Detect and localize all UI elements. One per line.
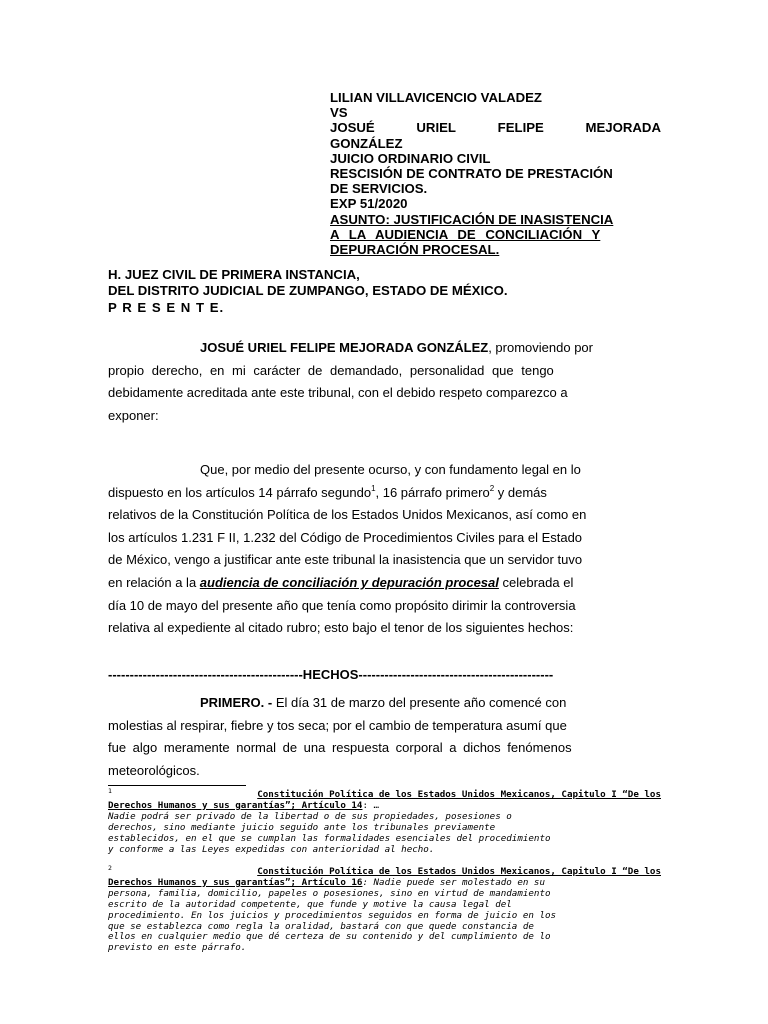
intro-text: , promoviendo por <box>488 340 593 355</box>
footnote-text: : Nadie puede ser molestado en su <box>362 876 545 888</box>
body-paragraph <box>108 459 661 640</box>
footnote-text: derechos, sino mediante juicio seguido ante los tribunales previamente <box>108 821 496 833</box>
footnote-line <box>108 845 661 856</box>
footnote-number: 1 <box>108 787 112 795</box>
fact-line: molestias al respirar, fiebre y tos seca; por el cambio de temperatura asumí que <box>108 717 567 733</box>
footnote-text: persona, familia, domicilio, papeles o posesiones, sino en virtud de mandamiento <box>108 887 551 899</box>
footnote-number: 2 <box>108 864 112 872</box>
body-line: relativos de la Constitución Política de los Estados Unidos Mexicanos, así como en <box>108 507 587 523</box>
body-line: los artículos 1.231 F II, 1.232 del Código de Procedimientos Civiles para el Estado <box>108 529 583 545</box>
hearing-emphasis: audiencia de conciliación y depuración procesal <box>199 574 499 590</box>
footnote-reference: Derechos Humanos y sus garantías”; Artículo 16 <box>108 876 363 888</box>
fact-line: fue algo meramente normal de una respuesta corporal a dichos fenómenos <box>108 740 572 756</box>
footnote-mark[interactable]: 2 <box>489 483 495 493</box>
defendant-word: URIEL <box>416 120 456 136</box>
file-number: EXP 51/2020 <box>330 196 408 212</box>
footnote-text: escrito de la autoridad competente, que funde y motive la causa legal del <box>108 898 512 910</box>
footnote-reference: Constitución Política de los Estados Unidos Mexicanos, Capitulo I “De los <box>257 789 661 800</box>
intro-line: propio derecho, en mi carácter de demandado, personalidad que tengo <box>108 362 554 378</box>
footnote-text: y conforme a las Leyes expedidas con anterioridad al hecho. <box>108 843 435 855</box>
footnote-text: ellos en cualquier medio que dé certeza de su contenido y del cumplimiento de lo <box>108 931 551 943</box>
defendant-word: MEJORADA <box>585 120 661 136</box>
fact-line: meteorológicos. <box>108 762 200 778</box>
intro-line: exponer: <box>108 407 159 423</box>
body-text: celebrada el <box>498 574 574 590</box>
matter-line: RESCISIÓN DE CONTRATO DE PRESTACIÓN <box>330 166 613 182</box>
footnote-2 <box>108 864 661 954</box>
footnote-1 <box>108 787 661 855</box>
body-text: y demás <box>494 484 547 500</box>
footnote-line <box>108 911 661 922</box>
body-line: Que, por medio del presente ocurso, y con fundamento legal en lo <box>200 462 581 477</box>
defendant-word: JOSUÉ <box>330 120 375 136</box>
intro-line <box>108 337 661 360</box>
footnote-reference: Constitución Política de los Estados Unidos Mexicanos, Capitulo I “De los <box>257 866 661 877</box>
footnote-text: que se establezca como regla la oralidad, bastará con que quede constancia de <box>108 920 534 932</box>
body-line: relativa al expediente al citado rubro; esto bajo el tenor de los siguientes hechos: <box>108 620 574 636</box>
footnote-text: establecidos, en el que se cumplan las formalidades esenciales del procedimiento <box>108 832 551 844</box>
plaintiff-name: LILIAN VILLAVICENCIO VALADEZ <box>330 90 542 105</box>
fact-label: PRIMERO. - <box>200 695 273 710</box>
body-text: en relación a la <box>108 574 200 590</box>
addressee-line: H. JUEZ CIVIL DE PRIMERA INSTANCIA, <box>108 267 360 282</box>
footnote-text: : … <box>362 799 380 811</box>
body-line: día 10 de mayo del presente año que tenía como propósito dirimir la controversia <box>108 597 576 613</box>
fact-first-paragraph <box>108 692 661 782</box>
body-text: dispuesto en los artículos 14 párrafo segundo <box>108 484 372 500</box>
subject-line: ASUNTO: JUSTIFICACIÓN DE INASISTENCIA <box>330 211 614 227</box>
hechos-heading: ---------------------------------------------HECHOS--------------------------------------------- <box>108 667 554 682</box>
footnote-separator <box>108 785 246 786</box>
promoter-name: JOSUÉ URIEL FELIPE MEJORADA GONZÁLEZ <box>200 340 489 355</box>
defendant-word: FELIPE <box>497 120 544 136</box>
trial-type: JUICIO ORDINARIO CIVIL <box>330 150 491 166</box>
intro-line: debidamente acreditada ante este tribunal, con el debido respeto comparezco a <box>108 385 568 401</box>
footnote-line <box>108 943 661 954</box>
footnote-text: previsto en este párrafo. <box>108 942 247 954</box>
matter-line-end: DE SERVICIOS. <box>330 181 428 197</box>
footnote-mark[interactable]: 1 <box>371 483 376 493</box>
subject-line-end: DEPURACIÓN PROCESAL. <box>330 242 500 258</box>
case-caption <box>330 90 661 257</box>
footnote-text: Nadie podrá ser privado de la libertad o de sus propiedades, posesiones o <box>108 810 512 822</box>
fact-text: El día 31 de marzo del presente año comencé con <box>272 695 567 710</box>
subject-line: A LA AUDIENCIA DE CONCILIACIÓN Y <box>330 226 601 242</box>
versus: VS <box>330 105 348 121</box>
body-line <box>108 572 661 595</box>
intro-paragraph <box>108 337 661 427</box>
addressee-line: P R E S E N T E. <box>108 299 225 315</box>
footnote-reference: Derechos Humanos y sus garantías”; Artículo 14 <box>108 799 363 811</box>
fact-line <box>108 692 661 715</box>
body-line <box>108 482 661 505</box>
body-text: , 16 párrafo primero <box>375 484 490 500</box>
body-line: de México, vengo a justificar ante este tribunal la inasistencia que un servidor tuvo <box>108 552 583 568</box>
footnote-text: procedimiento. En los juicios y procedimientos seguidos en forma de juicio en los <box>108 909 557 921</box>
footnote-line <box>108 900 661 911</box>
addressee-line: DEL DISTRITO JUDICIAL DE ZUMPANGO, ESTADO DE MÉXICO. <box>108 283 508 299</box>
footnote-line <box>108 823 661 834</box>
defendant-surname: GONZÁLEZ <box>330 135 403 151</box>
addressee-block <box>108 267 508 316</box>
defendant-name-line <box>330 120 661 135</box>
